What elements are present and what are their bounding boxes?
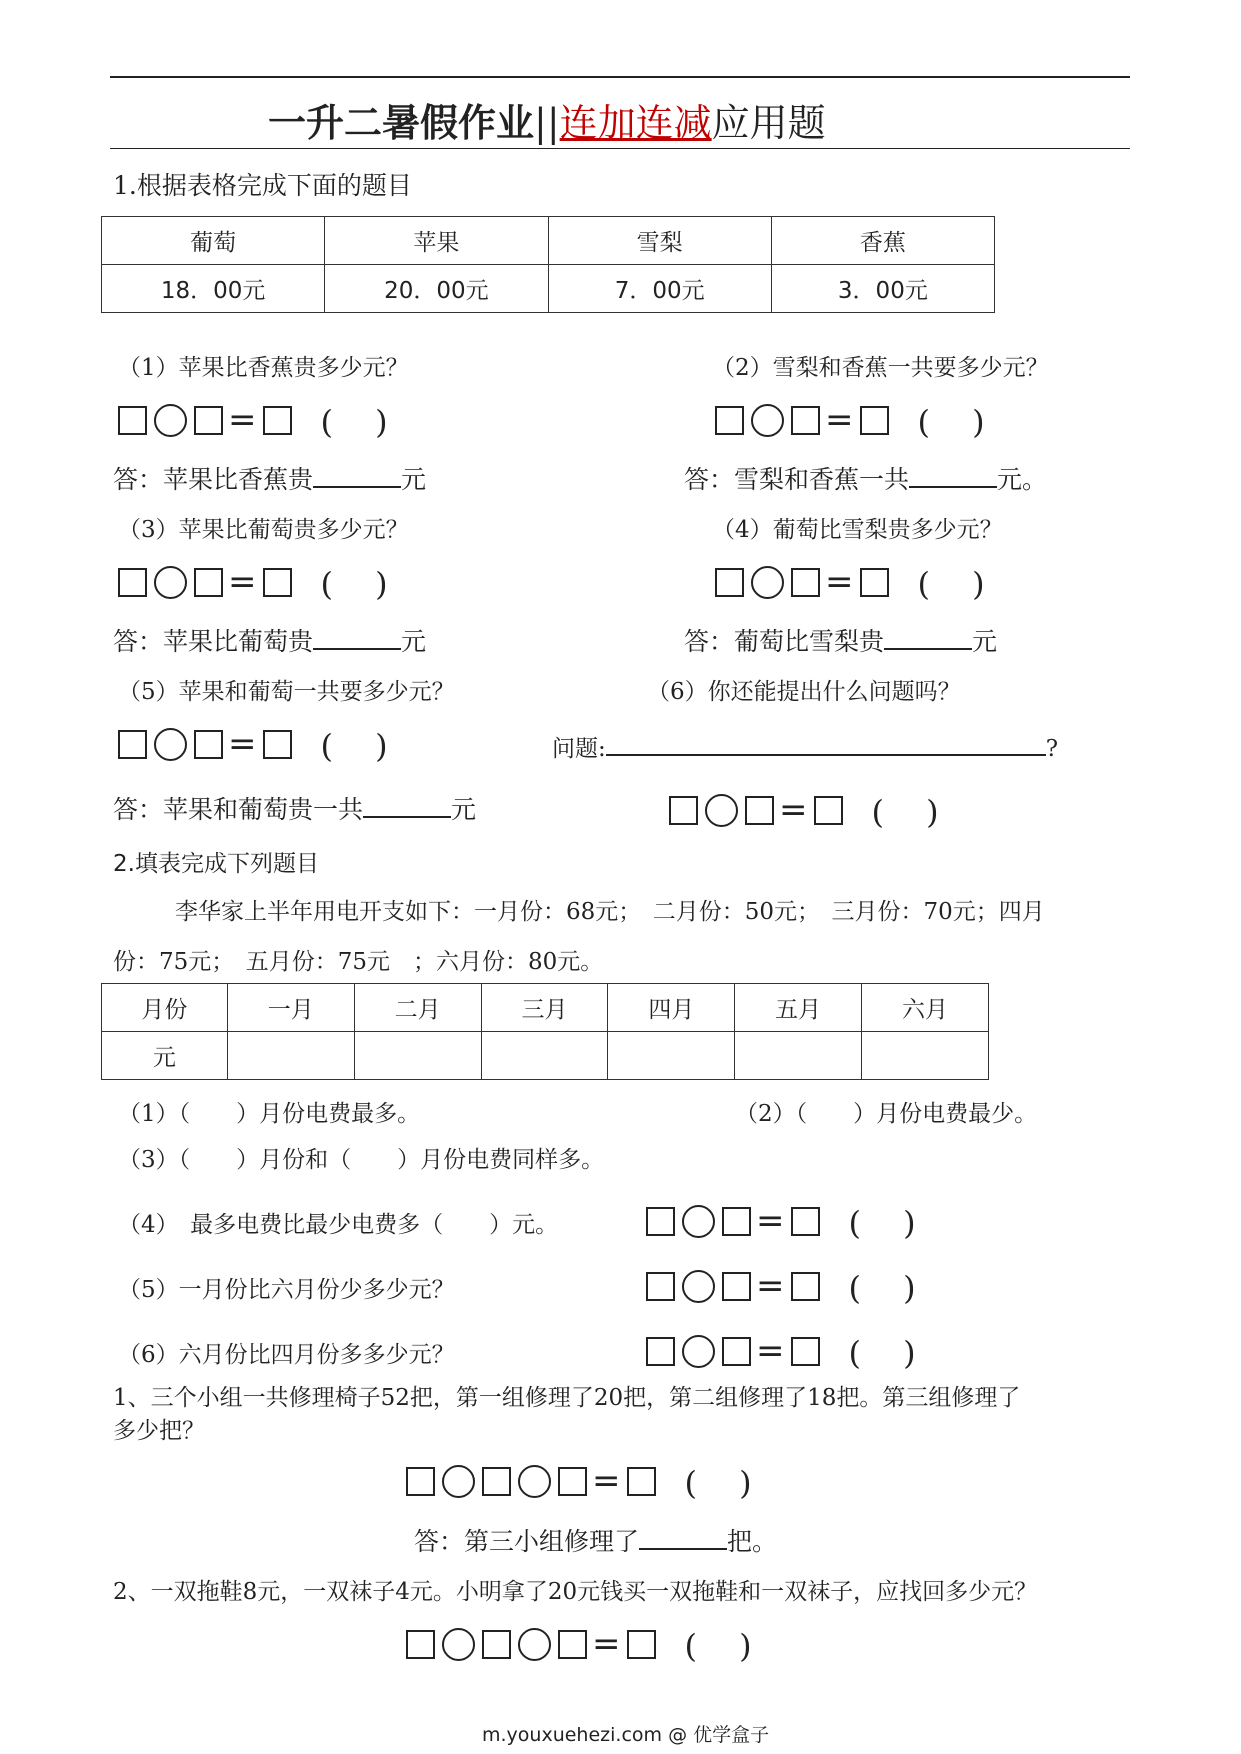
question-blank[interactable] xyxy=(606,732,1046,756)
answer-box[interactable] xyxy=(118,730,147,759)
answer-box[interactable] xyxy=(263,568,292,597)
equation-5 xyxy=(118,721,388,767)
problem-1-line1: 1、三个小组一共修理椅子52把，第一组修理了20把，第二组修理了18把。第三组修理了 xyxy=(113,1385,1021,1411)
equals-sign: = xyxy=(825,400,854,440)
equation-1 xyxy=(118,397,388,443)
answer-line-2 xyxy=(684,460,1047,496)
equals-sign: = xyxy=(825,562,854,602)
answer-box[interactable] xyxy=(745,796,774,825)
unit-parens[interactable]: ( ) xyxy=(320,403,388,441)
answer-line-3 xyxy=(113,622,426,658)
operator-circle[interactable] xyxy=(682,1205,715,1238)
answer-suffix: 元 xyxy=(451,795,477,824)
electricity-table xyxy=(101,983,989,1080)
fill-cell[interactable] xyxy=(227,1032,354,1080)
answer-box[interactable] xyxy=(791,568,820,597)
unit-parens[interactable]: ( ) xyxy=(848,1204,916,1242)
equation-4 xyxy=(715,559,985,605)
answer-suffix: 元 xyxy=(972,627,998,656)
unit-parens[interactable]: ( ) xyxy=(848,1334,916,1372)
answer-box[interactable] xyxy=(194,730,223,759)
top-rule xyxy=(110,76,1130,78)
answer-box[interactable] xyxy=(715,406,744,435)
question-4: （4）葡萄比雪梨贵多少元？ xyxy=(712,517,1003,543)
answer-box[interactable] xyxy=(558,1630,587,1659)
answer-box[interactable] xyxy=(791,1337,820,1366)
title-bold: 一升二暑假作业 xyxy=(268,101,535,145)
equals-sign: = xyxy=(592,1624,621,1664)
answer-box[interactable] xyxy=(118,406,147,435)
equals-sign: = xyxy=(756,1331,785,1371)
answer-box[interactable] xyxy=(558,1467,587,1496)
operator-circle[interactable] xyxy=(705,794,738,827)
unit-parens[interactable]: ( ) xyxy=(848,1269,916,1307)
s2-question-3: （3）（ ）月份和（ ）月份电费同样多。 xyxy=(118,1147,605,1173)
answer-box[interactable] xyxy=(860,568,889,597)
operator-circle[interactable] xyxy=(154,566,187,599)
month-header-cell: 三月 xyxy=(481,984,608,1032)
equals-sign: = xyxy=(592,1461,621,1501)
operator-circle[interactable] xyxy=(154,728,187,761)
unit-parens[interactable]: ( ) xyxy=(684,1627,752,1665)
month-header-cell: 五月 xyxy=(735,984,862,1032)
answer-box[interactable] xyxy=(406,1630,435,1659)
question-2: （2）雪梨和香蕉一共要多少元？ xyxy=(712,355,1049,381)
answer-box[interactable] xyxy=(263,406,292,435)
question-5: （5）苹果和葡萄一共要多少元？ xyxy=(118,679,455,705)
answer-prefix: 答：葡萄比雪梨贵 xyxy=(684,627,885,656)
price-header-cell: 香蕉 xyxy=(771,217,994,265)
answer-box[interactable] xyxy=(860,406,889,435)
answer-prefix: 答：第三小组修理了 xyxy=(414,1527,640,1556)
price-cell: 20．00元 xyxy=(325,265,548,313)
operator-circle[interactable] xyxy=(154,404,187,437)
s2-equation-5 xyxy=(646,1263,916,1309)
title-tail: 应用题 xyxy=(711,101,826,145)
unit-parens[interactable]: ( ) xyxy=(320,565,388,603)
page-title xyxy=(268,92,826,147)
price-header-cell: 雪梨 xyxy=(548,217,771,265)
answer-box[interactable] xyxy=(791,1207,820,1236)
equals-sign: = xyxy=(228,562,257,602)
section2-intro-line1: 李华家上半年用电开支如下：一月份：68元； 二月份：50元； 三月份：70元；四月 xyxy=(175,899,1045,925)
month-header-cell: 二月 xyxy=(354,984,481,1032)
answer-box[interactable] xyxy=(263,730,292,759)
month-header-cell: 四月 xyxy=(608,984,735,1032)
equals-sign: = xyxy=(228,724,257,764)
answer-prefix: 答：苹果比葡萄贵 xyxy=(113,627,314,656)
answer-box[interactable] xyxy=(194,406,223,435)
answer-box[interactable] xyxy=(194,568,223,597)
s2-equation-4 xyxy=(646,1198,916,1244)
equals-sign: = xyxy=(756,1201,785,1241)
custom-question-line xyxy=(552,730,1058,763)
answer-suffix: 元 xyxy=(401,465,427,494)
table-unit-cell: 元 xyxy=(102,1032,228,1080)
price-header-cell: 苹果 xyxy=(325,217,548,265)
fill-cell[interactable] xyxy=(862,1032,989,1080)
operator-circle[interactable] xyxy=(751,404,784,437)
equals-sign: = xyxy=(779,790,808,830)
answer-box[interactable] xyxy=(722,1207,751,1236)
answer-box[interactable] xyxy=(715,568,744,597)
question-3: （3）苹果比葡萄贵多少元？ xyxy=(118,517,409,543)
answer-prefix: 答：苹果和葡萄贵一共 xyxy=(113,795,364,824)
price-cell: 18．00元 xyxy=(102,265,325,313)
s2-question-1: （1）（ ）月份电费最多。 xyxy=(118,1101,421,1127)
answer-line-1 xyxy=(113,460,426,496)
s2-equation-6 xyxy=(646,1328,916,1374)
fill-cell[interactable] xyxy=(481,1032,608,1080)
unit-parens[interactable]: ( ) xyxy=(917,565,985,603)
answer-suffix: 把。 xyxy=(727,1527,778,1556)
unit-parens[interactable]: ( ) xyxy=(871,793,939,831)
section2-heading: 2.填表完成下列题目 xyxy=(113,851,319,877)
price-table xyxy=(101,216,995,313)
answer-box[interactable] xyxy=(627,1630,656,1659)
s2-question-5: （5）一月份比六月份少多少元？ xyxy=(118,1277,455,1303)
unit-parens[interactable]: ( ) xyxy=(917,403,985,441)
operator-circle[interactable] xyxy=(682,1335,715,1368)
s2-question-2: （2）（ ）月份电费最少。 xyxy=(735,1101,1038,1127)
answer-line-5 xyxy=(113,790,476,826)
fill-cell[interactable] xyxy=(608,1032,735,1080)
answer-box[interactable] xyxy=(482,1467,511,1496)
problem-2-equation xyxy=(406,1621,752,1667)
s2-question-6: （6）六月份比四月份多多少元？ xyxy=(118,1342,455,1368)
equation-2 xyxy=(715,397,985,443)
price-cell: 7．00元 xyxy=(548,265,771,313)
s2-question-4: （4） 最多电费比最少电费多（ ）元。 xyxy=(118,1212,559,1238)
fill-cell[interactable] xyxy=(354,1032,481,1080)
operator-circle[interactable] xyxy=(518,1465,551,1498)
question-1: （1）苹果比香蕉贵多少元？ xyxy=(118,355,409,381)
answer-box[interactable] xyxy=(118,568,147,597)
unit-parens[interactable]: ( ) xyxy=(684,1464,752,1502)
answer-box[interactable] xyxy=(722,1272,751,1301)
answer-box[interactable] xyxy=(646,1207,675,1236)
answer-blank[interactable] xyxy=(313,464,401,488)
answer-box[interactable] xyxy=(627,1467,656,1496)
equation-6 xyxy=(669,787,939,833)
answer-line-4 xyxy=(684,622,997,658)
answer-box[interactable] xyxy=(646,1337,675,1366)
answer-box[interactable] xyxy=(791,1272,820,1301)
answer-blank[interactable] xyxy=(909,464,997,488)
question-prompt: 问题: xyxy=(552,736,606,762)
answer-box[interactable] xyxy=(646,1272,675,1301)
equals-sign: = xyxy=(228,400,257,440)
operator-circle[interactable] xyxy=(751,566,784,599)
operator-circle[interactable] xyxy=(682,1270,715,1303)
answer-box[interactable] xyxy=(482,1630,511,1659)
answer-suffix: 元 xyxy=(401,627,427,656)
operator-circle[interactable] xyxy=(518,1628,551,1661)
answer-prefix: 答：雪梨和香蕉一共 xyxy=(684,465,910,494)
operator-circle[interactable] xyxy=(442,1628,475,1661)
answer-suffix: 元。 xyxy=(997,465,1048,494)
table-row-header: 月份 xyxy=(102,984,228,1032)
problem-2-text: 2、一双拖鞋8元，一双袜子4元。小明拿了20元钱买一双拖鞋和一双袜子，应找回多少元？ xyxy=(113,1579,1038,1605)
problem-1-equation xyxy=(406,1458,752,1504)
section1-heading: 1.根据表格完成下面的题目 xyxy=(113,171,412,200)
section2-intro-line2: 份：75元； 五月份：75元 ；六月份：80元。 xyxy=(113,949,604,975)
equals-sign: = xyxy=(756,1266,785,1306)
unit-parens[interactable]: ( ) xyxy=(320,727,388,765)
answer-box[interactable] xyxy=(406,1467,435,1496)
price-header-cell: 葡萄 xyxy=(102,217,325,265)
answer-box[interactable] xyxy=(669,796,698,825)
answer-box[interactable] xyxy=(722,1337,751,1366)
footer-watermark: m.youxuehezi.com @ 优学盒子 xyxy=(482,1724,770,1746)
answer-blank[interactable] xyxy=(639,1526,727,1550)
fill-cell[interactable] xyxy=(735,1032,862,1080)
answer-box[interactable] xyxy=(814,796,843,825)
operator-circle[interactable] xyxy=(442,1465,475,1498)
answer-blank[interactable] xyxy=(313,626,401,650)
title-highlight: 连加连减 xyxy=(559,101,712,145)
answer-prefix: 答：苹果比香蕉贵 xyxy=(113,465,314,494)
answer-blank[interactable] xyxy=(884,626,972,650)
problem-1-answer xyxy=(414,1522,777,1558)
problem-1-line2: 多少把？ xyxy=(113,1418,205,1444)
answer-box[interactable] xyxy=(791,406,820,435)
answer-blank[interactable] xyxy=(363,794,451,818)
equation-3 xyxy=(118,559,388,605)
month-header-cell: 一月 xyxy=(227,984,354,1032)
title-separator: || xyxy=(534,101,560,145)
month-header-cell: 六月 xyxy=(862,984,989,1032)
price-cell: 3．00元 xyxy=(771,265,994,313)
title-rule xyxy=(110,148,1130,149)
question-mark: ? xyxy=(1045,736,1059,762)
question-6: （6）你还能提出什么问题吗？ xyxy=(647,679,961,705)
